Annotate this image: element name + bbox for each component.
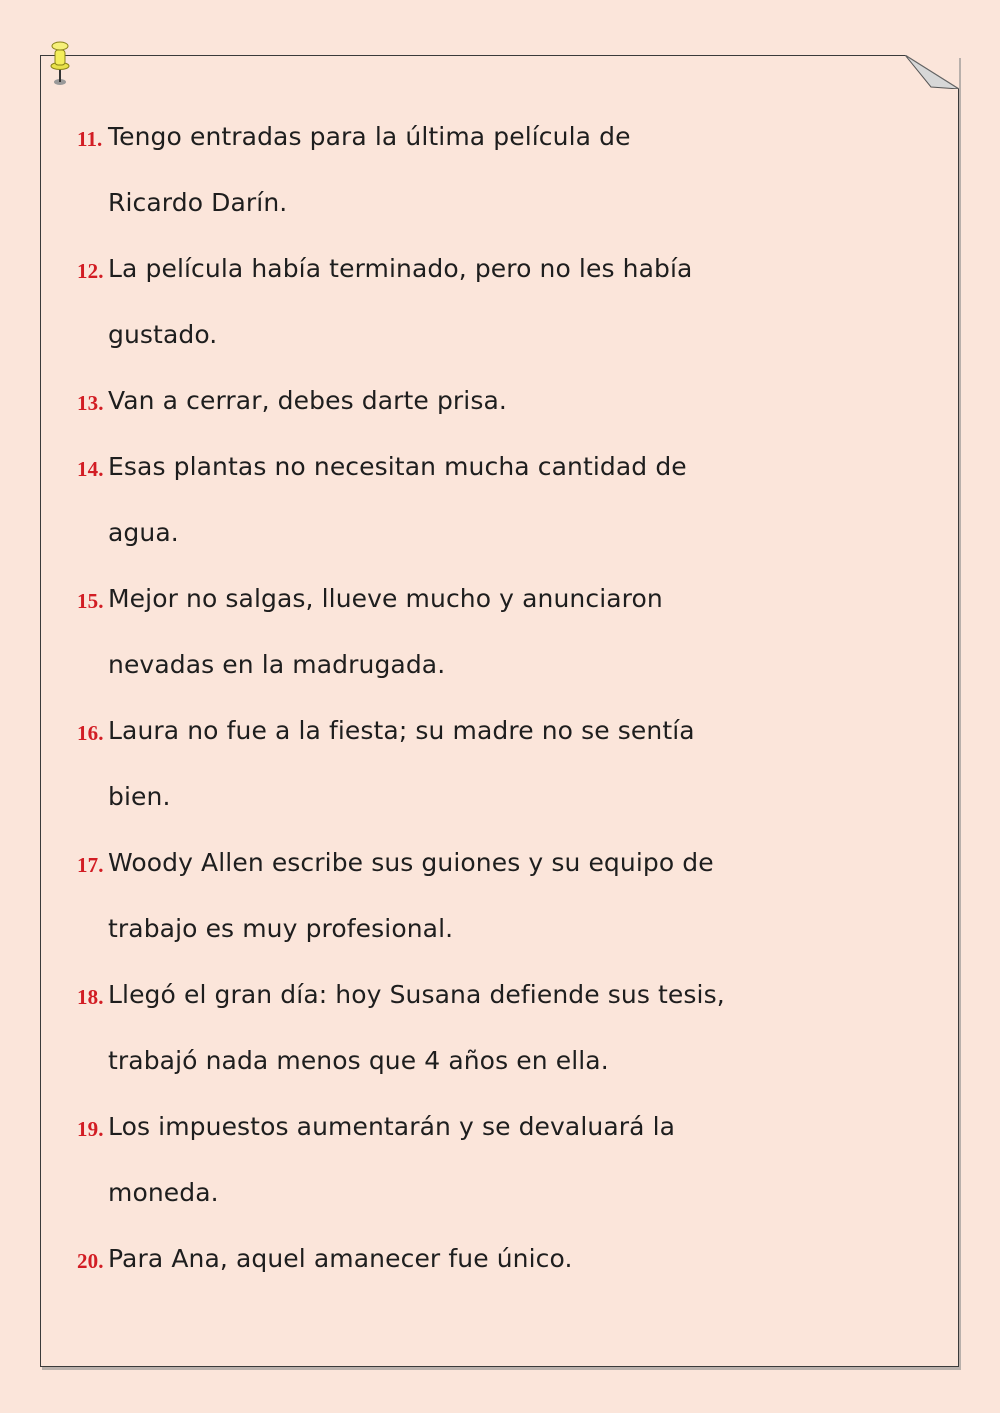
item-number: 18. [77, 985, 104, 1009]
list-item [77, 434, 777, 566]
item-text-line: agua. [108, 518, 179, 547]
item-text-line: Esas plantas no necesitan mucha cantidad de [108, 452, 687, 481]
item-text-line: Laura no fue a la fiesta; su madre no se sentía [108, 716, 695, 745]
item-number: 16. [77, 721, 104, 745]
item-text-line: trabajo es muy profesional. [108, 914, 454, 943]
item-text-line: Para Ana, aquel amanecer fue único. [108, 1244, 573, 1273]
item-text-line: nevadas en la madrugada. [108, 650, 446, 679]
list-item [77, 830, 777, 962]
pushpin-icon [44, 38, 78, 88]
item-number: 17. [77, 853, 104, 877]
item-text-line: Van a cerrar, debes darte prisa. [108, 386, 507, 415]
list-item [77, 1094, 777, 1226]
item-number: 13. [77, 391, 104, 415]
item-text-line: Woody Allen escribe sus guiones y su equipo de [108, 848, 714, 877]
item-text-line: gustado. [108, 320, 218, 349]
item-number: 19. [77, 1117, 104, 1141]
list-item [77, 698, 777, 830]
item-text-line: Mejor no salgas, llueve mucho y anunciaron [108, 584, 663, 613]
item-text-line: Ricardo Darín. [108, 188, 288, 217]
item-text-line: bien. [108, 782, 171, 811]
item-number: 11. [77, 127, 103, 151]
page-curl-icon [905, 55, 959, 89]
item-text-line: trabajó nada menos que 4 años en ella. [108, 1046, 609, 1075]
item-number: 12. [77, 259, 104, 283]
item-text-line: Llegó el gran día: hoy Susana defiende sus tesis, [108, 980, 725, 1009]
list-item [77, 1226, 777, 1292]
item-text-line: Tengo entradas para la última película de [108, 122, 631, 151]
list-item [77, 236, 777, 368]
item-text-line: La película había terminado, pero no les había [108, 254, 693, 283]
sentence-list [77, 104, 777, 1292]
list-item [77, 104, 777, 236]
item-text-line: moneda. [108, 1178, 219, 1207]
item-text-line: Los impuestos aumentarán y se devaluará la [108, 1112, 676, 1141]
list-item [77, 368, 777, 434]
list-item [77, 566, 777, 698]
item-number: 15. [77, 589, 104, 613]
item-number: 20. [77, 1249, 104, 1273]
item-number: 14. [77, 457, 104, 481]
list-item [77, 962, 777, 1094]
